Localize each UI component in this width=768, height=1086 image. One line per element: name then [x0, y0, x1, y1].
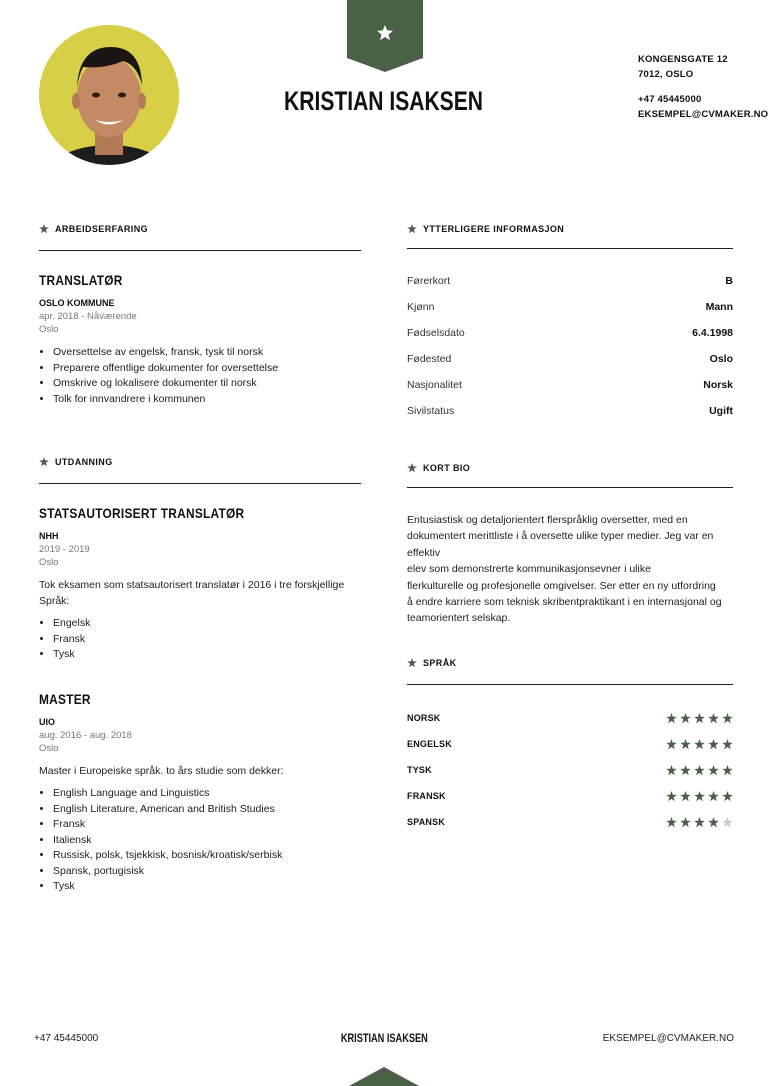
list-item: • English Literature, American and British Studies	[53, 802, 361, 818]
star-filled-icon	[680, 765, 691, 776]
list-item: • Tolk for innvandrere i kommunen	[53, 392, 361, 408]
experience-heading: ARBEIDSERFARING	[39, 224, 148, 234]
footer-ribbon	[349, 1067, 419, 1086]
job-title: TRANSLATØR	[39, 272, 123, 288]
education-dates: 2019 - 2019	[39, 544, 90, 555]
list-item: • English Language and Linguistics	[53, 786, 361, 802]
experience-divider	[39, 250, 361, 251]
language-row	[407, 757, 733, 783]
job-duties	[39, 345, 361, 407]
education-description: Tok eksamen som statsautorisert translatør i 2016 i tre forskjellige Språk:	[39, 579, 345, 607]
star-filled-icon	[680, 791, 691, 802]
info-row: Fødselsdato 6.4.1998	[407, 327, 733, 339]
additional-info-table	[407, 275, 733, 431]
degree-title: MASTER	[39, 691, 91, 707]
star-icon	[407, 224, 417, 234]
star-filled-icon	[666, 791, 677, 802]
star-filled-icon	[666, 765, 677, 776]
info-row: Fødested Oslo	[407, 353, 733, 365]
star-filled-icon	[722, 765, 733, 776]
footer-email: EKSEMPEL@CVMAKER.NO	[602, 1033, 734, 1044]
star-filled-icon	[680, 817, 691, 828]
list-item: • Tysk	[53, 647, 361, 663]
rating-stars	[666, 713, 733, 724]
job-dates: apr. 2018 - Nåværende	[39, 311, 137, 322]
star-filled-icon	[708, 765, 719, 776]
language-name: ENGELSK	[407, 739, 452, 749]
additional-info-heading: YTTERLIGERE INFORMASJON	[407, 224, 564, 234]
rating-stars	[666, 739, 733, 750]
language-row	[407, 705, 733, 731]
education-location: Oslo	[39, 743, 59, 754]
bio-line: flerkulturelle og profesjonelle omgivelser. Ser etter en ny utfordring	[407, 579, 716, 592]
languages-list	[407, 705, 733, 835]
star-filled-icon	[694, 765, 705, 776]
additional-info-divider	[407, 248, 733, 249]
email-address: EKSEMPEL@CVMAKER.NO	[638, 109, 768, 120]
star-filled-icon	[708, 791, 719, 802]
languages-heading: SPRÅK	[407, 658, 457, 668]
phone-number: +47 45445000	[638, 94, 702, 105]
star-icon	[39, 224, 49, 234]
languages-divider	[407, 684, 733, 685]
star-filled-icon	[722, 791, 733, 802]
header-ribbon	[347, 0, 423, 72]
star-filled-icon	[666, 739, 677, 750]
education-description: Master i Europeiske språk. to års studie som dekker:	[39, 765, 284, 777]
bio-line: teamorientert selskap.	[407, 612, 511, 625]
footer-phone: +47 45445000	[34, 1033, 99, 1044]
degree-title: STATSAUTORISERT TRANSLATØR	[39, 505, 245, 521]
rating-stars	[666, 765, 733, 776]
info-row: Kjønn Mann	[407, 301, 733, 313]
star-filled-icon	[680, 713, 691, 724]
list-item: • Oversettelse av engelsk, fransk, tysk til norsk	[53, 345, 361, 361]
language-name: NORSK	[407, 713, 441, 723]
bio-divider	[407, 487, 733, 488]
language-name: SPANSK	[407, 817, 446, 827]
language-row	[407, 809, 733, 835]
star-filled-icon	[722, 739, 733, 750]
employer: OSLO KOMMUNE	[39, 298, 115, 308]
list-item: • Russisk, polsk, tsjekkisk, bosnisk/kroatisk/serbisk	[53, 848, 361, 864]
star-filled-icon	[666, 713, 677, 724]
star-icon	[407, 463, 417, 473]
language-row	[407, 731, 733, 757]
language-name: FRANSK	[407, 791, 446, 801]
list-item: • Engelsk	[53, 616, 361, 632]
education-item	[39, 505, 361, 663]
language-row	[407, 783, 733, 809]
star-filled-icon	[694, 817, 705, 828]
star-filled-icon	[694, 739, 705, 750]
star-filled-icon	[708, 713, 719, 724]
rating-stars	[666, 791, 733, 802]
rating-stars	[666, 817, 733, 828]
star-icon	[39, 457, 49, 467]
info-row: Førerkort B	[407, 275, 733, 287]
bio-heading: KORT BIO	[407, 463, 470, 473]
star-filled-icon	[708, 817, 719, 828]
school: UIO	[39, 717, 56, 727]
bio-line: Entusiastisk og detaljorientert flerspråklig oversetter, med en	[407, 514, 688, 526]
education-list	[39, 786, 361, 895]
list-item: • Fransk	[53, 632, 361, 648]
star-filled-icon	[708, 739, 719, 750]
bio-line: å endre karriere som teknisk skribentpraktikant i en internasjonal og	[407, 596, 722, 609]
star-filled-icon	[680, 739, 691, 750]
star-filled-icon	[666, 817, 677, 828]
footer-name: KRISTIAN ISAKSEN	[340, 1033, 428, 1045]
bio-line: dokumentert merittliste i å oversette ulike typer medier. Jeg var en	[407, 530, 714, 543]
language-name: TYSK	[407, 765, 432, 775]
contact-block	[638, 52, 768, 122]
education-divider	[39, 483, 361, 484]
education-location: Oslo	[39, 557, 59, 568]
list-item: • Spansk, portugisisk	[53, 864, 361, 880]
star-filled-icon	[722, 713, 733, 724]
info-row: Sivilstatus Ugift	[407, 405, 733, 417]
education-dates: aug. 2016 - aug. 2018	[39, 730, 132, 741]
candidate-name: KRISTIAN ISAKSEN	[284, 86, 484, 116]
list-item: • Omskrive og lokalisere dokumenter til norsk	[53, 376, 361, 392]
education-list	[39, 616, 361, 663]
experience-item	[39, 272, 361, 407]
bio-line: effektiv	[407, 546, 441, 559]
bio-line: elev som demonstrerte kommunikasjonsevner i ulike	[407, 563, 651, 576]
education-heading: UTDANNING	[39, 457, 113, 467]
star-filled-icon	[694, 791, 705, 802]
star-filled-icon	[694, 713, 705, 724]
school: NHH	[39, 531, 59, 541]
star-empty-icon	[722, 817, 733, 828]
list-item: • Fransk	[53, 817, 361, 833]
bio-text	[407, 512, 733, 627]
job-location: Oslo	[39, 324, 59, 335]
list-item: • Italiensk	[53, 833, 361, 849]
address-line-2: 7012, OSLO	[638, 69, 694, 80]
list-item: • Tysk	[53, 879, 361, 895]
education-item	[39, 691, 361, 895]
info-row: Nasjonalitet Norsk	[407, 379, 733, 391]
address-line-1: KONGENSGATE 12	[638, 54, 728, 65]
list-item: • Preparere offentlige dokumenter for oversettelse	[53, 361, 361, 377]
star-icon	[407, 658, 417, 668]
